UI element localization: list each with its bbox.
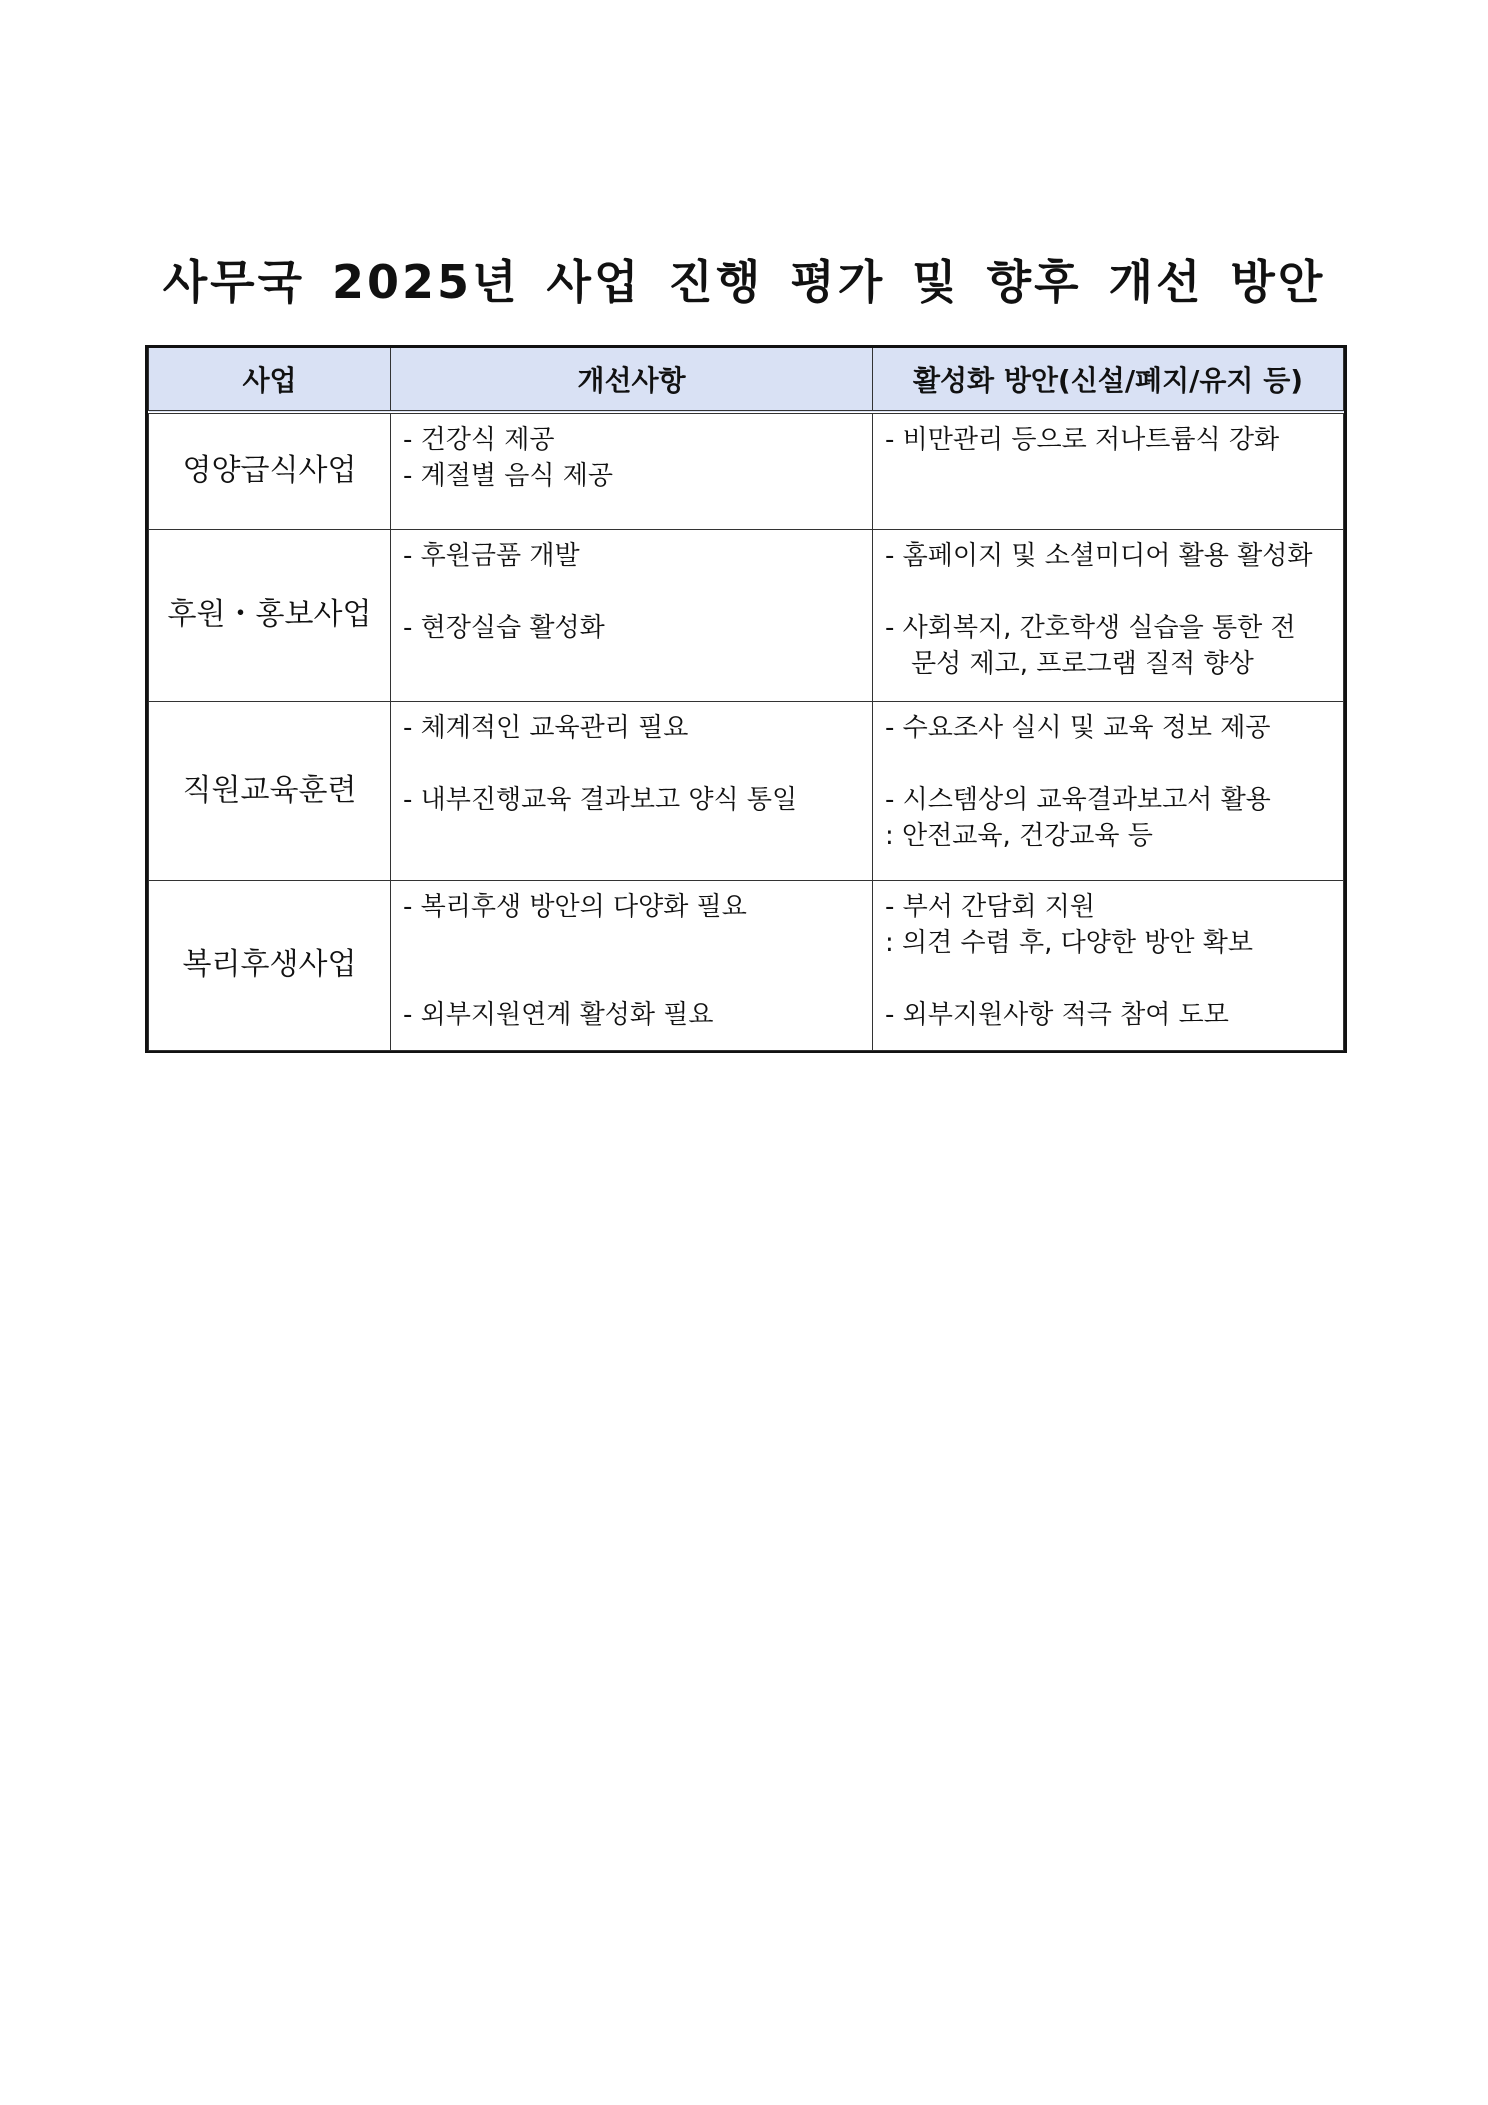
plan-item: - 비만관리 등으로 저나트륨식 강화 [885, 425, 1280, 455]
plan-item: - 사회복지, 간호학생 실습을 통한 전 [885, 612, 1296, 643]
improvements-cell [391, 412, 873, 529]
plan-item: - 수요조사 실시 및 교육 정보 제공 [885, 712, 1271, 743]
improvement-item: - 복리후생 방안의 다양화 필요 [403, 891, 747, 922]
improvements-cell [391, 529, 873, 701]
plans-cell [873, 412, 1344, 529]
business-cell: 직원교육훈련 [149, 701, 391, 880]
plans-cell [873, 880, 1344, 1050]
improvement-item: - 내부진행교육 결과보고 양식 통일 [403, 784, 798, 815]
improvement-item: - 체계적인 교육관리 필요 [403, 712, 689, 743]
table-header-row [149, 348, 1344, 412]
improvement-item: - 계절별 음식 제공 [403, 461, 613, 491]
table-row [149, 701, 1344, 880]
plan-item: - 부서 간담회 지원 [885, 891, 1095, 922]
header-improvements: 개선사항 [391, 348, 873, 412]
evaluation-table-grid [148, 348, 1344, 1051]
business-cell: 후원・홍보사업 [149, 529, 391, 701]
evaluation-table [145, 345, 1347, 1053]
header-business: 사업 [149, 348, 391, 412]
improvement-item: - 현장실습 활성화 [403, 612, 605, 643]
plan-sub-item: : 의견 수렴 후, 다양한 방안 확보 [885, 927, 1254, 958]
table-row [149, 880, 1344, 1050]
table-row [149, 412, 1344, 529]
plan-item: - 홈페이지 및 소셜미디어 활용 활성화 [885, 540, 1313, 571]
improvement-item: - 건강식 제공 [403, 425, 555, 455]
improvements-cell [391, 880, 873, 1050]
improvement-item: - 외부지원연계 활성화 필요 [403, 999, 714, 1030]
plan-item: - 시스템상의 교육결과보고서 활용 [885, 784, 1271, 815]
header-activation-plans: 활성화 방안(신설/폐지/유지 등) [873, 348, 1344, 412]
business-cell: 복리후생사업 [149, 880, 391, 1050]
improvement-item: - 후원금품 개발 [403, 540, 580, 571]
document-title: 사무국 2025년 사업 진행 평가 및 향후 개선 방안 [162, 255, 1326, 309]
plan-item: - 외부지원사항 적극 참여 도모 [885, 999, 1229, 1030]
plans-cell [873, 529, 1344, 701]
plan-item-continued: 문성 제고, 프로그램 질적 향상 [911, 648, 1254, 679]
plans-cell [873, 701, 1344, 880]
improvements-cell [391, 701, 873, 880]
plan-sub-item: : 안전교육, 건강교육 등 [885, 820, 1153, 851]
business-cell: 영양급식사업 [149, 412, 391, 529]
table-row [149, 529, 1344, 701]
